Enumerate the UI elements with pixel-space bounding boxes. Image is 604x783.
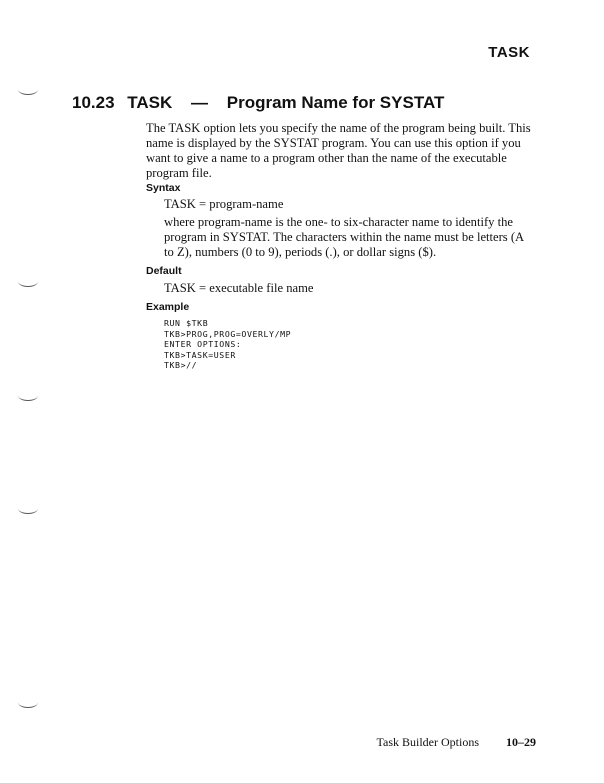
binder-hole-mark <box>18 503 38 514</box>
running-header: TASK <box>488 44 530 61</box>
example-heading: Example <box>146 301 190 313</box>
section-heading-text: Program Name for SYSTAT <box>226 93 445 112</box>
intro-paragraph: The TASK option lets you specify the name of the program being built. This name is displayed by the SYSTAT program. You can use this option if you want to give a name to a program other than the name of the executable program file. <box>146 121 531 180</box>
binder-hole-mark <box>18 697 38 708</box>
section-keyword: TASK <box>127 93 173 112</box>
binder-hole-mark <box>18 276 38 287</box>
syntax-line: TASK = program-name <box>164 197 284 211</box>
syntax-heading: Syntax <box>146 182 181 194</box>
binder-hole-mark <box>18 390 38 401</box>
page-footer <box>377 735 537 750</box>
footer-label: Task Builder Options <box>376 735 479 749</box>
code-line: TKB>PROG,PROG=OVERLY/MP <box>164 328 292 339</box>
code-line: ENTER OPTIONS: <box>164 339 242 349</box>
section-title <box>72 93 444 113</box>
example-code-block <box>164 318 291 371</box>
code-line: TKB>// <box>164 360 198 370</box>
default-heading: Default <box>146 265 182 277</box>
default-line: TASK = executable file name <box>164 281 314 295</box>
code-line: TKB>TASK=USER <box>164 349 236 360</box>
title-dash: — <box>191 93 209 112</box>
syntax-description: where program-name is the one- to six-character name to identify the program in SYSTAT. The characters within the name must be letters (A to Z), numbers (0 to 9), periods (.), or dollar signs ($). <box>164 215 524 259</box>
page-number: 10–29 <box>506 735 536 749</box>
section-number: 10.23 <box>72 93 115 112</box>
code-line: RUN $TKB <box>164 318 209 328</box>
binder-hole-mark <box>18 84 38 95</box>
